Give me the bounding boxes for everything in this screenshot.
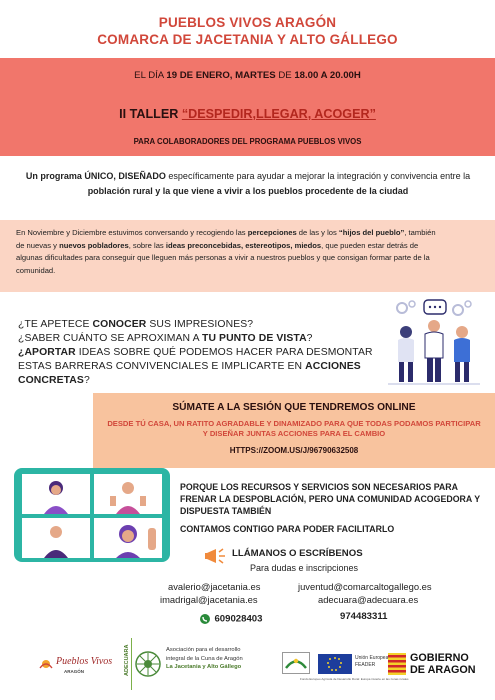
- video-call-illustration: [12, 466, 172, 566]
- megaphone-icon: [204, 546, 228, 566]
- story-b1: percepciones: [247, 228, 297, 237]
- pv-sub: ARAGÓN: [64, 669, 84, 674]
- event-time: 18.00 A 20.00H: [294, 70, 361, 81]
- online-title: SÚMATE A LA SESIÓN QUE TENDREMOS ONLINE: [172, 402, 416, 413]
- story-b2: “hijos del pueblo”: [338, 228, 405, 237]
- q1a: ¿TE APETECE: [18, 319, 93, 330]
- story-b4: ideas preconcebidas, estereotipos, miedos: [165, 240, 322, 250]
- intro-t1: Un programa: [25, 171, 85, 181]
- assoc-line-2: integral de la Cuna de Aragón: [166, 655, 243, 662]
- q3a: ¿APORTAR: [18, 347, 76, 358]
- contact-subtitle: Para dudas e inscripciones: [250, 563, 359, 573]
- q3d: ?: [83, 375, 90, 386]
- event-date-day: 19 DE ENERO, MARTES: [166, 70, 276, 81]
- assoc-line-3: La Jacetania y Alto Gállego: [166, 664, 242, 670]
- email-juventud[interactable]: juventud@comarcaltogallego.es: [298, 581, 432, 592]
- header-line-2: COMARCA DE JACETANIA Y ALTO GÁLLEGO: [97, 32, 398, 47]
- story-p4: , sobre las: [128, 240, 166, 250]
- eu-text: [355, 655, 388, 668]
- zoom-link[interactable]: HTTPS://ZOOM.US/J/96790632508: [229, 446, 359, 455]
- story-p1: En Noviembre y Diciembre estuvimos conversando y recogiendo las: [16, 228, 248, 237]
- story-p3: , también de nuevas y: [16, 228, 436, 250]
- intro-t3: específicamente para ayudar a mejorar la integración y convivencia entre la: [165, 171, 471, 181]
- q1c: SUS IMPRESIONES?: [146, 319, 254, 330]
- email-imadrigal[interactable]: imadrigal@jacetania.es: [160, 594, 258, 605]
- online-session-box: [93, 393, 495, 468]
- q2c: ?: [306, 333, 313, 344]
- story-b3: nuevos pobladores: [59, 240, 129, 250]
- count-on-you: CONTAMOS CONTIGO PARA PODER FACILITARLO: [180, 524, 395, 534]
- contact-right: [298, 580, 478, 606]
- q3b: IDEAS SOBRE QUÉ PODEMOS HACER PARA DESMONTAR ESTAS BARRERAS CONVIVENCIALES E IMPLICARTE EN: [18, 347, 373, 372]
- event-audience: PARA COLABORADORES DEL PROGRAMA PUEBLOS VIVOS: [133, 137, 362, 146]
- intro-paragraph: [18, 169, 478, 198]
- event-title-pre: II TALLER: [119, 107, 182, 121]
- people-talking-illustration: [384, 296, 484, 388]
- phone-icon: [200, 614, 210, 624]
- gob-line-2: DE ARAGON: [410, 664, 476, 676]
- q1b: CONOCER: [92, 319, 147, 330]
- event-title: [0, 107, 495, 121]
- adecuara-vertical-text: ADECUARA: [124, 644, 130, 676]
- leader-icon: [283, 653, 309, 673]
- question-1: [18, 318, 388, 332]
- adecuara-emblem-icon: [135, 651, 161, 677]
- event-box: [0, 58, 495, 156]
- story-text: [16, 227, 436, 277]
- pv-sun-icon: [38, 656, 54, 670]
- gobierno-text: [410, 652, 476, 676]
- story-p5: , que pueden estar detrás de algunas dificultades para conseguir que lleguen más personas a vivir a nuestros pueblos y que consigan formar parte de la comunidad.: [16, 240, 430, 275]
- reason-text: PORQUE LOS RECURSOS Y SERVICIOS SON NECESARIOS PARA FRENAR LA DESPOBLACIÓN, PERO UNA COMUNIDAD ACOGEDORA Y DISPUESTA TAMBIÉN: [180, 482, 480, 516]
- aragon-flag-icon: [388, 653, 406, 675]
- q3c: ACCIONES CONCRETAS: [18, 361, 361, 386]
- contact-call: LLÁMANOS O ESCRÍBENOS: [232, 548, 363, 559]
- header-title: [0, 14, 495, 48]
- assoc-line-1: Asociación para el desarrollo: [166, 647, 241, 653]
- event-date: [0, 70, 495, 81]
- pv-name: Pueblos Vivos: [56, 656, 113, 667]
- event-title-main: “DESPEDIR,LLEGAR, ACOGER”: [181, 107, 376, 121]
- adecuara-text: [166, 646, 276, 672]
- phone-right-number[interactable]: 974483311: [340, 611, 388, 622]
- question-2: [18, 332, 388, 346]
- q2a: ¿SABER CUÁNTO SE APROXIMAN A: [18, 333, 203, 344]
- leader-logo: [282, 652, 310, 674]
- header-line-1: PUEBLOS VIVOS ARAGÓN: [158, 15, 337, 30]
- gobierno-aragon-logo: [388, 650, 488, 678]
- eu-line-1: Unión Europea: [355, 655, 389, 661]
- intro-t2: ÚNICO, DISEÑADO: [84, 171, 166, 181]
- email-adecuara[interactable]: adecuara@adecuara.es: [318, 594, 419, 605]
- gob-line-1: GOBIERNO: [410, 652, 469, 664]
- online-description: DESDE TÚ CASA, UN RATITO AGRADABLE Y DINAMIZADO PARA QUE TODAS PODAMOS PARTICIPAR Y DISEÑAR JUNTAS ACCIONES PARA EL CAMBIO: [107, 419, 481, 438]
- pueblos-vivos-logo: [38, 650, 118, 684]
- eu-stars-icon: [318, 654, 352, 674]
- adecuara-logo: [122, 638, 268, 690]
- story-box: [0, 220, 495, 292]
- contact-left: [160, 580, 300, 606]
- event-date-pre: EL DÍA: [134, 70, 167, 81]
- question-3: [18, 346, 388, 388]
- eu-line-2: FEADER: [355, 661, 376, 668]
- phone-left-number: 609028403: [214, 613, 263, 625]
- event-date-mid: DE: [275, 70, 295, 81]
- eu-small-text: Fondo Europeo Agrícola de Desarrollo Rural: Europa invierte en las zonas rurales: [300, 677, 409, 681]
- phone-left[interactable]: [200, 610, 262, 628]
- eu-flag-icon: [318, 654, 352, 674]
- questions-block: [18, 318, 388, 388]
- email-avalerio[interactable]: avalerio@jacetania.es: [168, 581, 261, 592]
- intro-t4: población rural y la que viene a vivir a los pueblos procedente de la ciudad: [87, 185, 409, 196]
- story-p2: de las y los: [296, 228, 339, 237]
- q2b: TU PUNTO DE VISTA: [202, 333, 307, 344]
